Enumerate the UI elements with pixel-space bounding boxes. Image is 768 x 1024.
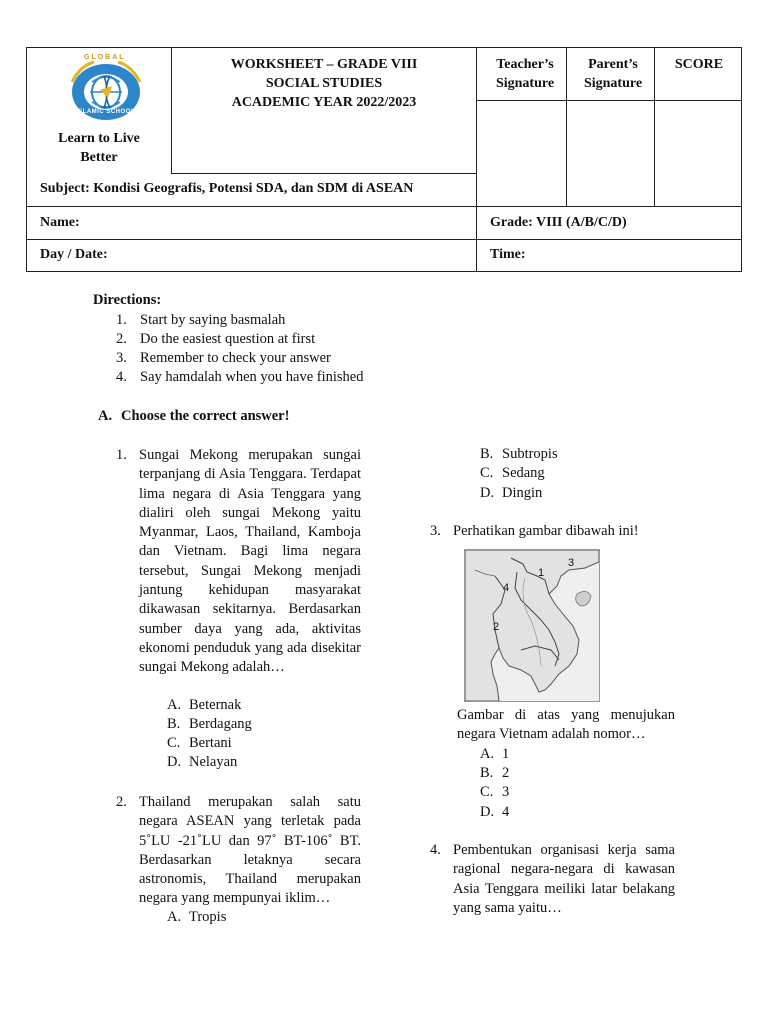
directions-title: Directions:: [93, 292, 162, 308]
teacher-signature-box[interactable]: [478, 102, 565, 206]
day-date-label: Day / Date:: [40, 247, 108, 262]
title-line-2: SOCIAL STUDIES: [265, 76, 383, 91]
school-logo: [60, 52, 152, 124]
answer-option[interactable]: D. 4: [480, 804, 510, 820]
name-field[interactable]: [100, 209, 470, 237]
parent-signature-box[interactable]: [568, 102, 653, 206]
answer-option[interactable]: A. Tropis: [167, 909, 227, 925]
question-text: Perhatikan gambar dibawah ini!: [453, 523, 639, 539]
vietnam-region-map: [464, 549, 600, 702]
map-label-2: 2: [493, 621, 500, 633]
time-label: Time:: [490, 247, 526, 262]
direction-item: 4. Say hamdalah when you have finished: [116, 369, 364, 385]
section-a-letter: A.: [98, 408, 113, 424]
question-text: Sungai Mekong merupakan sungai terpanjang di Asia Tenggara. Terdapat lima negara di Asia Tenggara yang dialiri oleh sungai Mekong yaitu Myanmar, Laos, Thailand, Kamboja dan Vietnam. Bagi lima negara tersebut, Sungai Mekong menjadi jantung kehidupan masyarakat dikawasan sekitarnya. Berdasarkan sumber daya yang ada, aktivitas ekonomi penduduk yang ada disekitar sungai Mekong adalah…: [139, 447, 361, 676]
logo-text-top: GLOBAL: [84, 54, 126, 61]
question-text: Thailand merupakan salah satu negara ASEAN yang terletak pada 5˚LU -21˚LU dan 97˚ BT-106˚ BT. Berdasarkan letaknya secara astronomis, Thailand merupakan negara yang mempunyai iklim…: [139, 794, 361, 907]
answer-option[interactable]: A. 1: [480, 746, 510, 762]
answer-option[interactable]: D. Nelayan: [167, 754, 238, 770]
answer-option[interactable]: A. Beternak: [167, 697, 242, 713]
question-number: 1.: [116, 447, 127, 463]
question-followup: Gambar di atas yang menujukan negara Vietnam adalah nomor…: [457, 707, 675, 743]
school-motto: Learn to Live Better: [58, 131, 140, 165]
teacher-signature-label: Teacher’s Signature: [495, 57, 555, 91]
score-label: SCORE: [674, 57, 724, 72]
answer-option[interactable]: C. 3: [480, 784, 510, 800]
worksheet-title: [172, 55, 476, 112]
section-a-title: Choose the correct answer!: [121, 408, 290, 424]
question-number: 2.: [116, 794, 127, 810]
map-label-1: 1: [538, 567, 545, 579]
answer-option[interactable]: B. Subtropis: [480, 446, 558, 462]
grade-label: Grade: VIII (A/B/C/D): [490, 215, 627, 230]
logo-text-bottom: ISLAMIC SCHOOL: [76, 109, 135, 115]
answer-option[interactable]: B. 2: [480, 765, 510, 781]
answer-option[interactable]: D. Dingin: [480, 485, 543, 501]
time-field[interactable]: [535, 242, 735, 270]
question-number: 3.: [430, 523, 441, 539]
parent-signature-label: Parent’s Signature: [583, 57, 643, 91]
direction-item: 3. Remember to check your answer: [116, 350, 331, 366]
answer-option[interactable]: B. Berdagang: [167, 716, 252, 732]
map-label-4: 4: [503, 582, 510, 594]
score-box[interactable]: [656, 102, 740, 206]
map-label-3: 3: [568, 557, 575, 569]
answer-option[interactable]: C. Bertani: [167, 735, 232, 751]
day-date-field[interactable]: [120, 242, 470, 270]
title-line-1: WORKSHEET – GRADE VIII: [230, 57, 418, 72]
name-label: Name:: [40, 215, 80, 230]
title-line-3: ACADEMIC YEAR 2022/2023: [231, 95, 417, 110]
direction-item: 2. Do the easiest question at first: [116, 331, 316, 347]
question-text: Pembentukan organisasi kerja sama ragional negara-negara di kawasan Asia Tenggara meiliki latar belakang yang sama yaitu…: [453, 842, 675, 916]
subject-label: Subject: Kondisi Geografis, Potensi SDA, dan SDM di ASEAN: [40, 181, 414, 196]
answer-option[interactable]: C. Sedang: [480, 465, 545, 481]
direction-item: 1. Start by saying basmalah: [116, 312, 286, 328]
question-number: 4.: [430, 842, 441, 858]
